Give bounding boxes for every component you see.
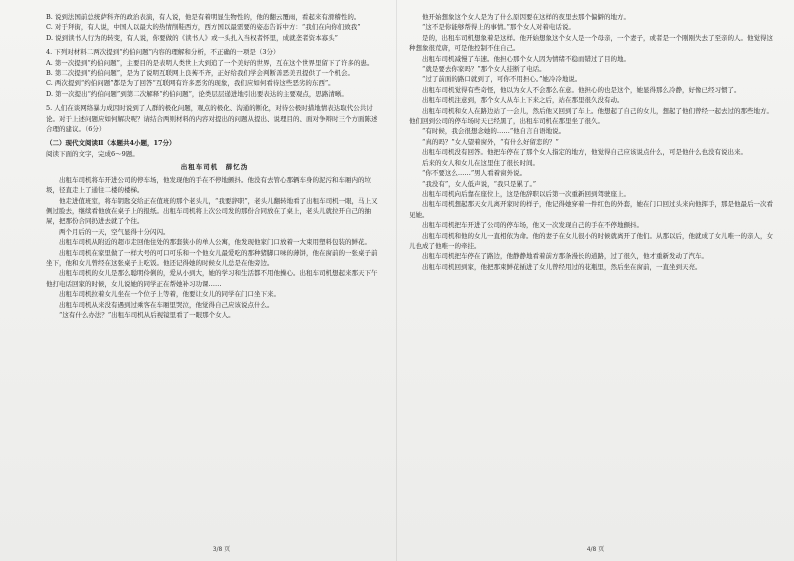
story-paragraph: 出租车司机的女儿是那么聪明伶俐的，爱从小到大，她的学习和生活都不用他操心。出租车司机想起来那天下午他打电话回家的时候，女儿说她的同学正在帮她补习功课…… [46,269,378,288]
story-paragraph: 出租车司机向后靠在座位上，这是他辞职以后第一次重新回到驾驶座上。 [422,189,630,198]
story-paragraph: 出租车司机减慢了车速。他担心那个女人因为情绪不稳而错过了目的地。 [422,54,630,63]
story-title: 出租车司机 薛忆沩 [180,163,249,172]
q3-option-b: B. 说到法国前总统萨科齐的政治表演，有人说，他是有着明显生物性的，他的翻云覆雨，看起来有滑稽性的。 [46,13,361,21]
story-paragraph: “有时候，我会很想念她的……”他自言自语地说。 [422,127,566,136]
story-body-right [409,12,774,272]
q4-stem: 4. 下列对材料二两次提到“约伯问题”内容的理解和分析，不正确的一项是（3分） [46,48,280,57]
story-paragraph: 出租车司机和女人在路边站了一会儿，然后他又回到了车上。他想起了自己的女儿，想起了他们曾经一起去过的那些地方。他们回到公司的停车场时天已经黑了，出租车司机在那里坐了很久。 [409,106,773,126]
story-paragraph: 出租车司机将车开进公司的停车场，他发现他的手在不停地颤抖。他没有去管心那辆车身的泥污和车厢内的垃圾，径直走上了通往二楼的楼梯。 [46,175,371,195]
q5-text: 5. 人们在谈网络暴力成因时说到了人群的极化问题，观点的极化、沟通的断化，对待公极时措地情表达取代公共讨论。对于上述问题应如何解决呢？请结合两则材料的内容对提出的问题从提出、说理目的、面对争辩时三个方面陈述合理的建议。（6分） [46,104,378,134]
story-paragraph: 出租车司机拉着女儿坐在一个位子上等着，他要让女儿的同学在门口坐下来。 [59,290,280,299]
story-paragraph: 出租车司机没有回答。他把车停在了那个女人指定的地方，他觉得自己应该说点什么，可是他什么也没有说出来。 [422,148,747,157]
story-paragraph: 出租车司机从来没有遇到过乘客在车厢里哭泣，他觉得自己应该说点什么。 [59,300,274,309]
story-paragraph: 出租车司机把车停在了路边，他静静地看着前方那条漫长的道路，过了很久，他才重新发动了汽车。 [422,252,708,261]
story-paragraph: 出租车司机和他的女儿一直相依为命。他的妻子在女儿很小的时候就离开了他们。从那以后，他就成了女儿唯一的亲人，女儿也成了他唯一的牵挂。 [409,231,773,250]
question-4 [46,47,383,99]
story-paragraph: 出租车司机回到家，他把那束鲜花插进了女儿曾经用过的花瓶里，然后坐在窗前，一直坐到天亮。 [422,262,702,271]
story-body-left [46,175,383,321]
q4-option-a: A. 第一次提到“约伯问题”，主要目的是表明人类世上大到追了一个美好的世界，互在这个世界里留下了许多的患。 [46,58,374,67]
q4-option-b: B. 第二次提到“约伯问题”，是为了说明互联网上良莠不齐，正好给我们学会判断善恶美丑提供了一个机会。 [46,69,355,78]
story-paragraph: “这不是你能够帮得上的事情。”那个女人对着电话说。 [422,23,575,32]
page-number-right: 4/8 页 [586,545,605,553]
q3-option-c: C. 对于拜街，有人说，中国人以最大的热情削鞋西方，西方国以最需要的姿态告诉中方：“我们在向你们致我” [46,23,361,32]
q3-options [46,12,383,43]
story-paragraph: 两个月后的一天，空气显得十分闪闪。 [59,227,170,236]
question-5 [46,103,383,134]
q4-option-d: D. 第一次提出“约伯问题”到第二次解释“约伯问题”，论类层层递进地引出要表达的主要观点，思路清晰。 [46,89,348,98]
story-paragraph: 出租车司机想起那天女儿离开家时的样子，他记得她穿着一件红色的外套，她在门口回过头来向他挥手，那是他最后一次看见她。 [409,200,773,219]
page-right [397,0,794,561]
story-paragraph: “就是要去你家吗？”那个女人挂断了电话。 [422,65,546,74]
story-paragraph: “这有什么办法？”出租车司机从后视镜里看了一眼那个女人。 [59,310,235,319]
story-paragraph: 出租车司机觉得有些奇怪，他以为女人不会那么在意。他担心的也是这个，她显得那么冷静，好像已经习惯了。 [422,85,741,94]
section-instruction: 阅读下面的文字，完成6～9题。 [46,149,139,158]
story-paragraph: “你不要这么……”男人看着窗外说。 [422,169,527,178]
story-paragraph: 出租车司机注意到，那个女人从车上下来之后，站在那里很久没有动。 [422,96,624,105]
story-paragraph: 是的，出租车司机想象着是这样。他开始想象这个女人是一个母亲，一个妻子，或者是一个刚刚失去了至亲的人。他觉得这种想象很荒唐，可是他控制不住自己。 [409,33,773,53]
story-paragraph: 出租车司机把车开进了公司的停车场，他又一次发现自己的手在不停地颤抖。 [422,221,643,230]
section-heading: （二）现代文阅读Ⅱ（本题共4小题，17分） [46,139,176,148]
story-paragraph: 后来的女人和女儿在这里住了很长时间。 [422,158,539,167]
story-paragraph: 出租车司机从附近的超市走回他住处的那套狭小的单人公寓，他发现他家门口放着一大束用塑料包装的鲜花。 [59,238,371,247]
story-paragraph: “真的吗？”女人望着窗外，“有什么好留恋的？” [422,137,559,146]
q4-option-c: C. 两次提到“约伯问题”都是为了回答“互联网有许多恶劣的现象，我们应如何看待这些恶劣的东西”。 [46,79,335,88]
story-paragraph: 出租车司机在家里做了一样大号的可口可乐和一个他女儿最爱吃的那种猪脚口味的薄饼，他在窗前的一张桌子前坐下，他和女儿曾经在这张桌子上吃饭。他还记得她的时候女儿总是在他旁边。 [46,248,378,267]
story-paragraph: 他走进值班室，将车钥匙交给正在值班的那个老头儿，“我要辞职”，老头儿翻转地看了出租车司机一眼，马上又侧过脸去，继续看他放在桌子上的报纸。出租车司机将上次公司发的那份合同放在了桌上，老头儿就拉开自己的抽屉，把那份合同扔进去就了个往。 [46,196,378,226]
story-paragraph: “我没有”，女人低声说，“我只是累了。” [422,179,537,188]
q3-option-d: D. 说到读书人行为的转变，有人说，你要做的《读书人》或一头扎入当权者怀里，成就垄者资本寡头” [46,33,338,42]
story-paragraph: 他开始想象这个女人是为了什么原因要在这样的夜里去那个偏僻的地方。 [422,13,630,21]
story-paragraph: “过了前面的路口就到了，可你不用担心。”她冷冷地说。 [422,75,582,84]
page-number-left: 3/8 页 [212,545,231,553]
